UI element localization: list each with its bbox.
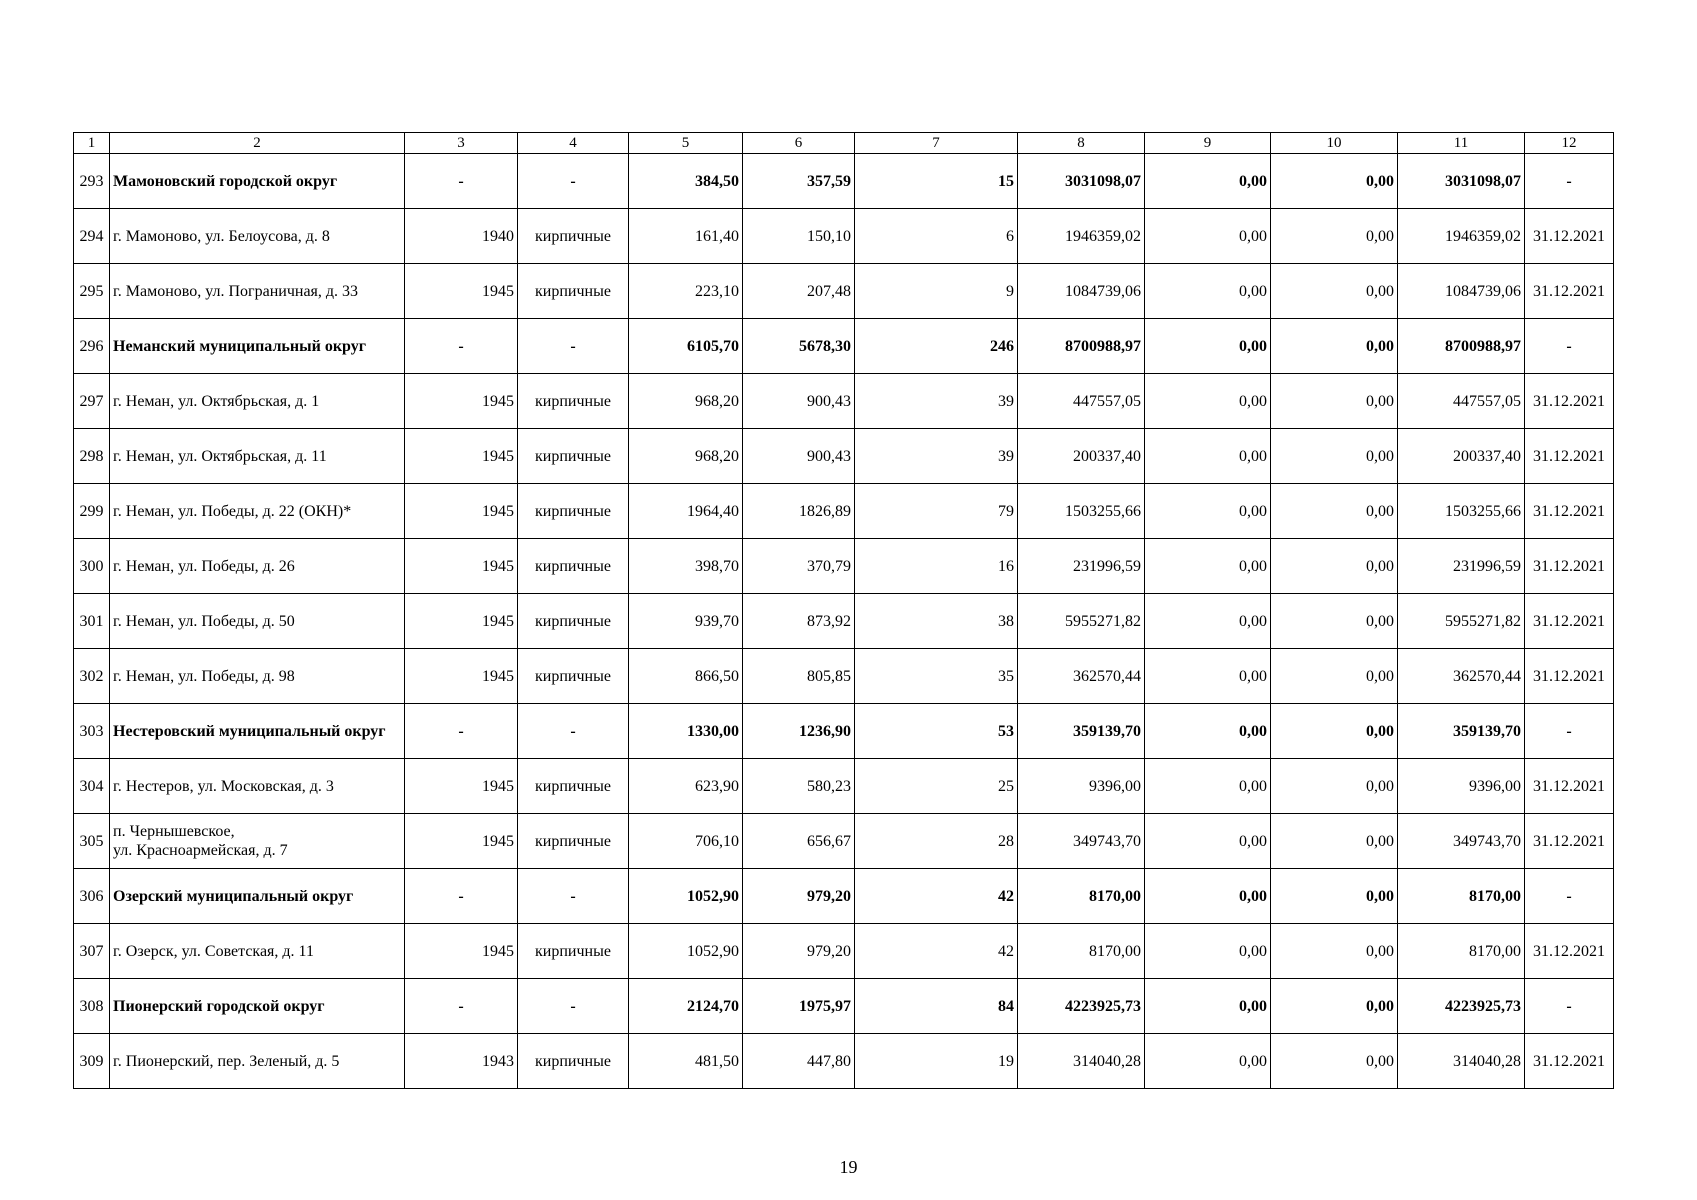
table-cell: 0,00 (1271, 429, 1398, 484)
table-cell: 1826,89 (743, 484, 855, 539)
address-cell: г. Неман, ул. Победы, д. 22 (ОКН)* (110, 484, 405, 539)
table-cell: 1052,90 (629, 924, 743, 979)
table-cell: 8170,00 (1018, 924, 1145, 979)
table-cell: 979,20 (743, 924, 855, 979)
table-cell: 31.12.2021 (1525, 814, 1614, 869)
column-header: 6 (743, 133, 855, 154)
table-cell: 79 (855, 484, 1018, 539)
column-header: 9 (1145, 133, 1271, 154)
table-cell: 53 (855, 704, 1018, 759)
table-cell: кирпичные (518, 924, 629, 979)
table-cell: кирпичные (518, 374, 629, 429)
table-cell: 0,00 (1145, 704, 1271, 759)
table-cell: 939,70 (629, 594, 743, 649)
table-cell: 15 (855, 154, 1018, 209)
table-row (74, 539, 1614, 594)
address-cell: г. Неман, ул. Октябрьская, д. 11 (110, 429, 405, 484)
table-cell: 3031098,07 (1018, 154, 1145, 209)
table-cell: 1943 (405, 1034, 518, 1089)
table-cell: 968,20 (629, 429, 743, 484)
column-header: 10 (1271, 133, 1398, 154)
table-cell: 1236,90 (743, 704, 855, 759)
table-cell: 31.12.2021 (1525, 429, 1614, 484)
table-cell: 5955271,82 (1398, 594, 1525, 649)
table-cell: 31.12.2021 (1525, 264, 1614, 319)
address-cell: п. Чернышевское, ул. Красноармейская, д. 7 (110, 814, 405, 869)
table-cell: 223,10 (629, 264, 743, 319)
table-cell: 1503255,66 (1018, 484, 1145, 539)
table-cell: 1330,00 (629, 704, 743, 759)
table-cell: 246 (855, 319, 1018, 374)
table-cell: кирпичные (518, 814, 629, 869)
table-cell: 9396,00 (1398, 759, 1525, 814)
row-number-cell: 302 (74, 649, 110, 704)
table-cell: 0,00 (1145, 264, 1271, 319)
table-cell: кирпичные (518, 209, 629, 264)
table-cell: кирпичные (518, 759, 629, 814)
table-cell: - (518, 869, 629, 924)
address-cell: г. Мамоново, ул. Белоусова, д. 8 (110, 209, 405, 264)
table-cell: 5678,30 (743, 319, 855, 374)
table-cell: 349743,70 (1398, 814, 1525, 869)
row-number-cell: 301 (74, 594, 110, 649)
table-cell: 623,90 (629, 759, 743, 814)
table-cell: 1945 (405, 429, 518, 484)
table-row (74, 924, 1614, 979)
table-row (74, 814, 1614, 869)
row-number-cell: 305 (74, 814, 110, 869)
column-header: 1 (74, 133, 110, 154)
table-row (74, 1034, 1614, 1089)
table-cell: 19 (855, 1034, 1018, 1089)
table-cell: 1052,90 (629, 869, 743, 924)
table-cell: 35 (855, 649, 1018, 704)
table-cell: кирпичные (518, 264, 629, 319)
table-row (74, 594, 1614, 649)
address-cell: г. Неман, ул. Победы, д. 50 (110, 594, 405, 649)
table-cell: 5955271,82 (1018, 594, 1145, 649)
table-cell: 0,00 (1271, 154, 1398, 209)
table-cell: 161,40 (629, 209, 743, 264)
row-number-cell: 296 (74, 319, 110, 374)
table-cell: 1946359,02 (1398, 209, 1525, 264)
table-cell: 31.12.2021 (1525, 594, 1614, 649)
address-cell: г. Нестеров, ул. Московская, д. 3 (110, 759, 405, 814)
district-total-row (74, 319, 1614, 374)
table-row (74, 484, 1614, 539)
table-cell: 31.12.2021 (1525, 209, 1614, 264)
column-header: 7 (855, 133, 1018, 154)
table-cell: 706,10 (629, 814, 743, 869)
table-cell: 0,00 (1271, 1034, 1398, 1089)
table-cell: 0,00 (1145, 594, 1271, 649)
table-body (74, 133, 1614, 1089)
table-cell: 6105,70 (629, 319, 743, 374)
table-cell: 0,00 (1271, 869, 1398, 924)
row-number-cell: 303 (74, 704, 110, 759)
district-total-row (74, 154, 1614, 209)
address-cell: г. Неман, ул. Победы, д. 98 (110, 649, 405, 704)
table-cell: 900,43 (743, 429, 855, 484)
table-cell: 0,00 (1145, 759, 1271, 814)
table-cell: - (405, 869, 518, 924)
table-cell: 0,00 (1271, 759, 1398, 814)
table-cell: - (1525, 154, 1614, 209)
table-cell: кирпичные (518, 1034, 629, 1089)
table-cell: 362570,44 (1398, 649, 1525, 704)
table-cell: 0,00 (1145, 869, 1271, 924)
table-cell: - (1525, 979, 1614, 1034)
table-cell: 1945 (405, 374, 518, 429)
table-cell: 200337,40 (1018, 429, 1145, 484)
table-row (74, 429, 1614, 484)
table-cell: 200337,40 (1398, 429, 1525, 484)
table-cell: - (405, 154, 518, 209)
table-cell: 0,00 (1145, 649, 1271, 704)
table-cell: кирпичные (518, 484, 629, 539)
table-cell: 362570,44 (1018, 649, 1145, 704)
table-cell: 447557,05 (1398, 374, 1525, 429)
table-cell: 0,00 (1145, 319, 1271, 374)
table-cell: 39 (855, 374, 1018, 429)
table-cell: 0,00 (1145, 979, 1271, 1034)
table-cell: 38 (855, 594, 1018, 649)
table-cell: 16 (855, 539, 1018, 594)
table-cell: 1945 (405, 594, 518, 649)
table-cell: 0,00 (1145, 374, 1271, 429)
address-cell: г. Неман, ул. Победы, д. 26 (110, 539, 405, 594)
table-cell: 1945 (405, 484, 518, 539)
table-cell: 8170,00 (1398, 924, 1525, 979)
address-cell: г. Мамоново, ул. Пограничная, д. 33 (110, 264, 405, 319)
table-row (74, 374, 1614, 429)
address-cell: г. Пионерский, пер. Зеленый, д. 5 (110, 1034, 405, 1089)
table-cell: - (1525, 704, 1614, 759)
table-cell: 8700988,97 (1398, 319, 1525, 374)
table-cell: 0,00 (1145, 154, 1271, 209)
table-cell: 31.12.2021 (1525, 759, 1614, 814)
table-cell: 3031098,07 (1398, 154, 1525, 209)
table-cell: 357,59 (743, 154, 855, 209)
table-cell: 349743,70 (1018, 814, 1145, 869)
table-cell: 1945 (405, 539, 518, 594)
table-cell: 0,00 (1145, 1034, 1271, 1089)
address-cell: Пионерский городской округ (110, 979, 405, 1034)
table-cell: 866,50 (629, 649, 743, 704)
table-cell: 0,00 (1271, 264, 1398, 319)
column-header: 4 (518, 133, 629, 154)
table-cell: 0,00 (1145, 539, 1271, 594)
table-cell: 384,50 (629, 154, 743, 209)
table-cell: 0,00 (1145, 814, 1271, 869)
table-cell: 0,00 (1271, 704, 1398, 759)
table-cell: 0,00 (1145, 429, 1271, 484)
table-cell: 0,00 (1271, 539, 1398, 594)
table-cell: 28 (855, 814, 1018, 869)
column-header: 11 (1398, 133, 1525, 154)
housing-data-table (73, 132, 1614, 1089)
table-cell: 873,92 (743, 594, 855, 649)
table-cell: 1940 (405, 209, 518, 264)
table-cell: 84 (855, 979, 1018, 1034)
table-cell: 979,20 (743, 869, 855, 924)
table-cell: 0,00 (1145, 924, 1271, 979)
row-number-cell: 306 (74, 869, 110, 924)
table-cell: 6 (855, 209, 1018, 264)
table-cell: 805,85 (743, 649, 855, 704)
table-cell: кирпичные (518, 539, 629, 594)
district-total-row (74, 704, 1614, 759)
table-cell: 1945 (405, 649, 518, 704)
table-cell: 314040,28 (1398, 1034, 1525, 1089)
table-cell: 359139,70 (1018, 704, 1145, 759)
table-cell: 1084739,06 (1018, 264, 1145, 319)
table-cell: 0,00 (1271, 924, 1398, 979)
table-cell: - (1525, 869, 1614, 924)
table-cell: 9 (855, 264, 1018, 319)
row-number-cell: 308 (74, 979, 110, 1034)
table-cell: - (518, 154, 629, 209)
table-cell: 31.12.2021 (1525, 924, 1614, 979)
table-cell: 0,00 (1271, 814, 1398, 869)
table-cell: - (405, 319, 518, 374)
table-cell: - (405, 979, 518, 1034)
table-cell: - (405, 704, 518, 759)
table-cell: 0,00 (1271, 649, 1398, 704)
table-cell: 0,00 (1271, 374, 1398, 429)
page-number: 19 (839, 1157, 858, 1177)
row-number-cell: 300 (74, 539, 110, 594)
table-cell: - (1525, 319, 1614, 374)
table-cell: 42 (855, 869, 1018, 924)
table-row (74, 209, 1614, 264)
table-cell: 39 (855, 429, 1018, 484)
table-row (74, 759, 1614, 814)
table-cell: 968,20 (629, 374, 743, 429)
row-number-cell: 298 (74, 429, 110, 484)
column-header: 2 (110, 133, 405, 154)
table-cell: 1946359,02 (1018, 209, 1145, 264)
table-cell: 2124,70 (629, 979, 743, 1034)
table-cell: 231996,59 (1398, 539, 1525, 594)
table-cell: 31.12.2021 (1525, 1034, 1614, 1089)
table-cell: 447,80 (743, 1034, 855, 1089)
table-cell: 314040,28 (1018, 1034, 1145, 1089)
table-cell: 25 (855, 759, 1018, 814)
table-cell: 0,00 (1145, 209, 1271, 264)
table-cell: 0,00 (1271, 319, 1398, 374)
table-cell: кирпичные (518, 594, 629, 649)
row-number-cell: 309 (74, 1034, 110, 1089)
table-cell: 359139,70 (1398, 704, 1525, 759)
table-cell: 0,00 (1271, 209, 1398, 264)
table-cell: 207,48 (743, 264, 855, 319)
address-cell: Неманский муниципальный округ (110, 319, 405, 374)
table-cell: 1945 (405, 924, 518, 979)
column-header: 8 (1018, 133, 1145, 154)
address-cell: г. Неман, ул. Октябрьская, д. 1 (110, 374, 405, 429)
row-number-cell: 304 (74, 759, 110, 814)
table-cell: 8700988,97 (1018, 319, 1145, 374)
table-cell: 4223925,73 (1018, 979, 1145, 1034)
address-cell: г. Озерск, ул. Советская, д. 11 (110, 924, 405, 979)
row-number-cell: 307 (74, 924, 110, 979)
table-cell: 9396,00 (1018, 759, 1145, 814)
table-cell: 900,43 (743, 374, 855, 429)
table-row (74, 264, 1614, 319)
table-cell: 31.12.2021 (1525, 649, 1614, 704)
address-cell: Нестеровский муниципальный округ (110, 704, 405, 759)
district-total-row (74, 979, 1614, 1034)
row-number-cell: 294 (74, 209, 110, 264)
column-header: 12 (1525, 133, 1614, 154)
table-cell: 1964,40 (629, 484, 743, 539)
address-cell: Мамоновский городской округ (110, 154, 405, 209)
table-cell: 231996,59 (1018, 539, 1145, 594)
table-cell: 370,79 (743, 539, 855, 594)
table-cell: - (518, 979, 629, 1034)
table-cell: 8170,00 (1398, 869, 1525, 924)
table-row (74, 649, 1614, 704)
table-cell: 0,00 (1271, 484, 1398, 539)
table-cell: 0,00 (1271, 979, 1398, 1034)
row-number-cell: 295 (74, 264, 110, 319)
row-number-cell: 299 (74, 484, 110, 539)
district-total-row (74, 869, 1614, 924)
table-cell: 580,23 (743, 759, 855, 814)
table-cell: - (518, 704, 629, 759)
table-cell: кирпичные (518, 649, 629, 704)
table-cell: 4223925,73 (1398, 979, 1525, 1034)
table-cell: 1975,97 (743, 979, 855, 1034)
table-cell: 656,67 (743, 814, 855, 869)
table-cell: 1945 (405, 814, 518, 869)
table-cell: 481,50 (629, 1034, 743, 1089)
table-cell: 0,00 (1271, 594, 1398, 649)
column-header: 3 (405, 133, 518, 154)
column-header: 5 (629, 133, 743, 154)
row-number-cell: 297 (74, 374, 110, 429)
address-cell: Озерский муниципальный округ (110, 869, 405, 924)
table-cell: 1503255,66 (1398, 484, 1525, 539)
table-cell: 398,70 (629, 539, 743, 594)
row-number-cell: 293 (74, 154, 110, 209)
table-cell: 31.12.2021 (1525, 539, 1614, 594)
table-cell: 31.12.2021 (1525, 484, 1614, 539)
table-cell: кирпичные (518, 429, 629, 484)
table-cell: 1084739,06 (1398, 264, 1525, 319)
table-cell: - (518, 319, 629, 374)
table-cell: 8170,00 (1018, 869, 1145, 924)
table-cell: 42 (855, 924, 1018, 979)
table-cell: 31.12.2021 (1525, 374, 1614, 429)
table-cell: 447557,05 (1018, 374, 1145, 429)
table-cell: 0,00 (1145, 484, 1271, 539)
column-number-header-row (74, 133, 1614, 154)
table-cell: 150,10 (743, 209, 855, 264)
table-cell: 1945 (405, 264, 518, 319)
table-cell: 1945 (405, 759, 518, 814)
